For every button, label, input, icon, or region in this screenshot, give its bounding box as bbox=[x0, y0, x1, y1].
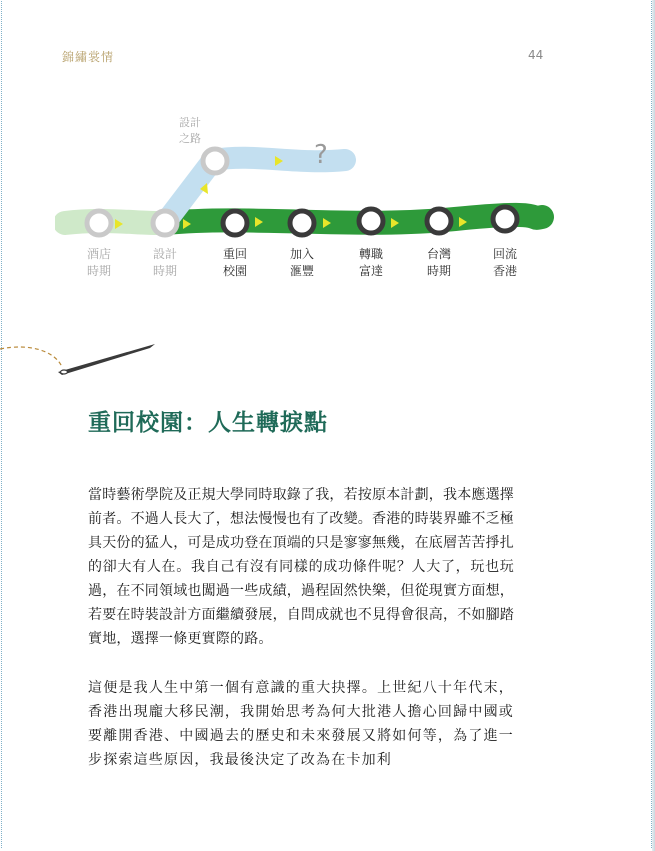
station-marker-branch bbox=[203, 149, 227, 173]
station-label: 重回 校園 bbox=[222, 247, 247, 278]
station-marker bbox=[359, 209, 383, 233]
station-label: 設計 時期 bbox=[152, 247, 177, 278]
section-heading: 重回校園：人生轉捩點 bbox=[88, 410, 328, 436]
station-marker bbox=[290, 211, 314, 235]
branch-unknown-end: ? bbox=[314, 140, 328, 170]
body-paragraph: 這便是我人生中第一個有意識的重大抉擇。上世紀八十年代末，香港出現龐大移民潮，我開始思考為何大批港人擔心回歸中國或要離開香港、中國過去的歷史和未來發展又將如何等，為了進一步探索這些原因，我最後決定了改為在卡加利 bbox=[88, 680, 514, 768]
station-label: 酒店 時期 bbox=[86, 247, 111, 278]
station-marker bbox=[87, 211, 111, 235]
needle-icon bbox=[58, 344, 155, 375]
station-marker bbox=[427, 209, 451, 233]
station-marker bbox=[223, 211, 247, 235]
page-number: 44 bbox=[528, 48, 544, 62]
needle-eye bbox=[61, 370, 68, 374]
station-label: 回流 香港 bbox=[492, 247, 517, 278]
needle-thread-illustration bbox=[0, 335, 170, 385]
body-paragraph: 當時藝術學院及正規大學同時取錄了我，若按原本計劃，我本應選擇前者。不過人長大了，想法慢慢也有了改變。香港的時裝界雖不乏極具天份的猛人，可是成功登在頂端的只是寥寥無幾，在底層苦苦掙扎的卻大有人在。我自己有沒有同樣的成功條件呢？人大了，玩也玩過，在不同領域也闖過一些成績，過程固然快樂，但從現實方面想，若要在時裝設計方面繼續發展，自問成就也不見得會很高，不如腳踏實地，選擇一條更實際的路。 bbox=[88, 487, 514, 647]
station-marker bbox=[493, 207, 517, 231]
station-label: 台灣 時期 bbox=[426, 247, 451, 278]
branch-label: 設計 之路 bbox=[179, 116, 201, 145]
running-title: 錦繡裳情 bbox=[62, 50, 115, 64]
station-label: 加入 滙豐 bbox=[289, 247, 314, 278]
station-label: 轉職 富達 bbox=[358, 247, 383, 278]
station-marker bbox=[153, 211, 177, 235]
thread-dashes bbox=[0, 347, 62, 367]
